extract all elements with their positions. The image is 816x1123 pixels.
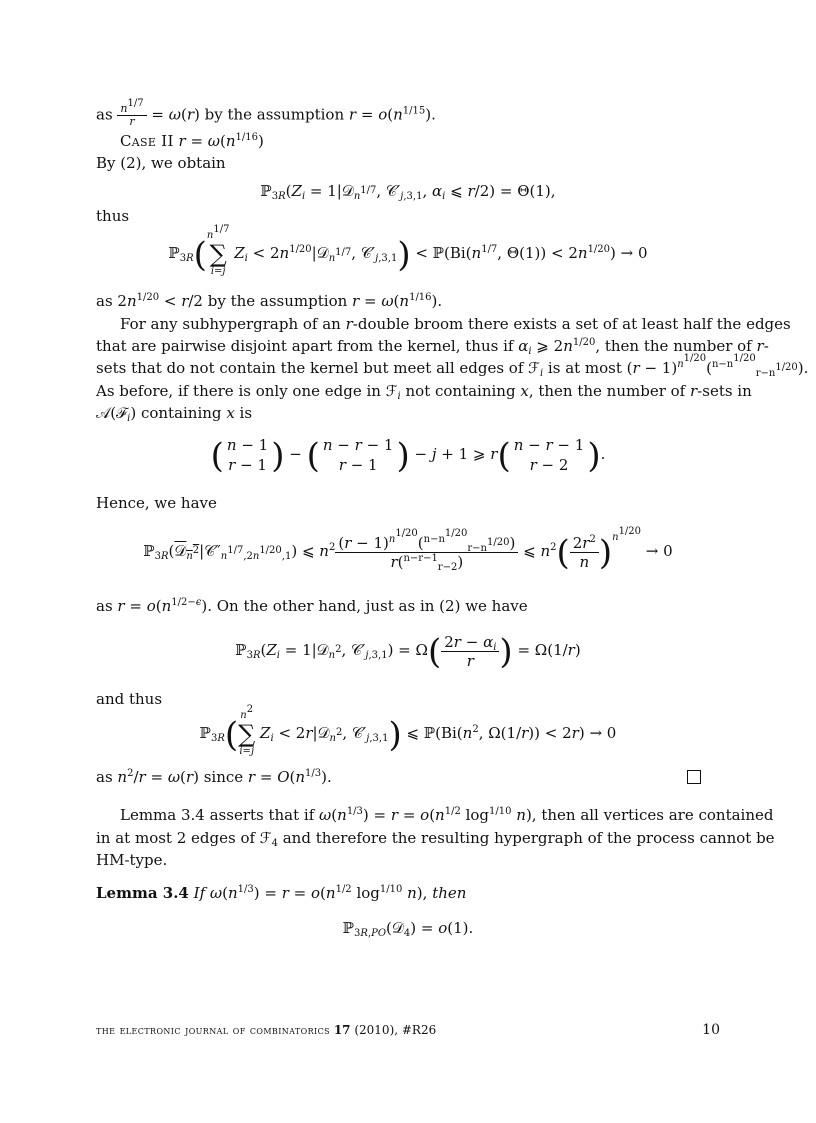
para1-line4: As before, if there is only one edge in ℱ$_i$ not containing x, then the number of r-sets in bbox=[96, 382, 752, 402]
para2-line3: HM-type. bbox=[96, 851, 168, 869]
text-as3: as $r = o(n^{1/2-\epsilon})$. On the other hand, just as in (2) we have bbox=[96, 597, 528, 615]
page-number: 10 bbox=[702, 1022, 720, 1038]
journal-name: the electronic journal of combinatorics bbox=[96, 1023, 330, 1037]
journal-volume: 17 bbox=[333, 1023, 351, 1037]
text-thus: thus bbox=[96, 207, 130, 225]
para2-line2: in at most 2 edges of ℱ$_4$ and therefore the resulting hypergraph of the process cannot be bbox=[96, 829, 775, 849]
page-footer bbox=[96, 1019, 720, 1041]
text-hence: Hence, we have bbox=[96, 494, 217, 512]
lemma-statement: Lemma 3.4 If $\omega(n^{1/3}) = r = o(n^{1/2}$ $\log^{1/10} n$), then bbox=[96, 884, 467, 902]
equation-6: ℙ$_{3R}$( $n^2$ ∑ i=j $Z_i$ < 2r|𝒟$_{n^2}$, $𝒞'_{j,3,1}$) ⩽ $ℙ(Bi(n^2$, Ω(1/r)) < 2r) → 0 bbox=[199, 704, 617, 757]
para1-line1: For any subhypergraph of an r-double broom there exists a set of at least half the edges bbox=[120, 315, 791, 333]
equation-1: $ℙ_{3R}(Z_i$ = 1|𝒟$_{n^{1/7}}$, $𝒞'_{j,3,1}$, $\alpha_i$ ⩽ r/2) = Θ(1), bbox=[260, 182, 556, 202]
journal-issue: (2010), #R26 bbox=[354, 1023, 437, 1037]
equation-5: $ℙ_{3R}(Z_i$ = 1|𝒟$_{n^2}$, $𝒞'_{j,3,1}) = \Omega$( $\frac{2r - \alpha_i}{r}$ ) = Ω(1/r) bbox=[235, 632, 581, 672]
text-andthus: and thus bbox=[96, 690, 163, 708]
text-as2: as $2n^{1/20} < r/2$ by the assumption $r = \omega(n^{1/16})$. bbox=[96, 292, 443, 310]
equation-4: $ℙ_{3R}(𝒟_{n^2}|𝒞''_{n^{1/7},2n^{1/20},1})$ ⩽ $n^2$ $\frac{(r - 1)^{n^{1/20}}(^{n-n^{1/20}}_{r-n^{1/20}})}{r(^{n-r-1}_{r-2})}$ ⩽ $n^2$( $\frac{2r^2}{n}$ )$^{n^{1/20}}$ → 0 bbox=[143, 526, 673, 573]
para2-line1: Lemma 3.4 asserts that if $\omega(n^{1/3}) = r = o(n^{1/2}$ $\log^{1/10} n$), then all vertices are contained bbox=[120, 806, 774, 824]
lemma-label: Lemma 3.4 bbox=[96, 884, 189, 902]
text-as4: as $n^2/r = \omega(r)$ since $r = O(n^{1/3})$. bbox=[96, 768, 332, 786]
para1-line3: sets that do not contain the kernel but meet all edges of ℱ$_i$ is at most $(r - 1)^{n^{1/20}}(^{n-n^{1/20}}_{r-n^{1/20}})$. bbox=[96, 353, 809, 379]
text-line-1: as $\frac{n^{1/7}}{r}$ = ω(r) by the assumption $r = o(n^{1/15})$. bbox=[96, 98, 436, 128]
text-by2: By (2), we obtain bbox=[96, 154, 226, 172]
equation-2: ℙ$_{3R}$( $n^{1/7}$ ∑ i=j $Z_i$ < $2n^{1/20}|𝒟_{n^{1/7}}$, $𝒞'_{j,3,1}$) < $ℙ(Bi(n^{1/7}$, $\Theta(1)) < 2n^{1/20}) \to 0$ bbox=[168, 224, 648, 277]
equation-7: ℙ$_{3R,PO}$(𝒟$_4$) = o(1). bbox=[342, 919, 474, 939]
equation-3: ( n − 1 r − 1 ) − ( n − r − 1 r − 1 ) − j + 1 ⩾ r( n − r − 1 r − 2 ). bbox=[210, 436, 606, 476]
qed-box bbox=[687, 770, 701, 784]
para1-line5: 𝒜(ℱ$_i$) containing x is bbox=[96, 404, 253, 424]
para1-line2: that are pairwise disjoint apart from the kernel, thus if $\alpha_i$ ⩾ $2n^{1/20}$, then the number of r- bbox=[96, 337, 769, 357]
case-heading: Case II $r = \omega(n^{1/16})$ bbox=[120, 132, 264, 150]
